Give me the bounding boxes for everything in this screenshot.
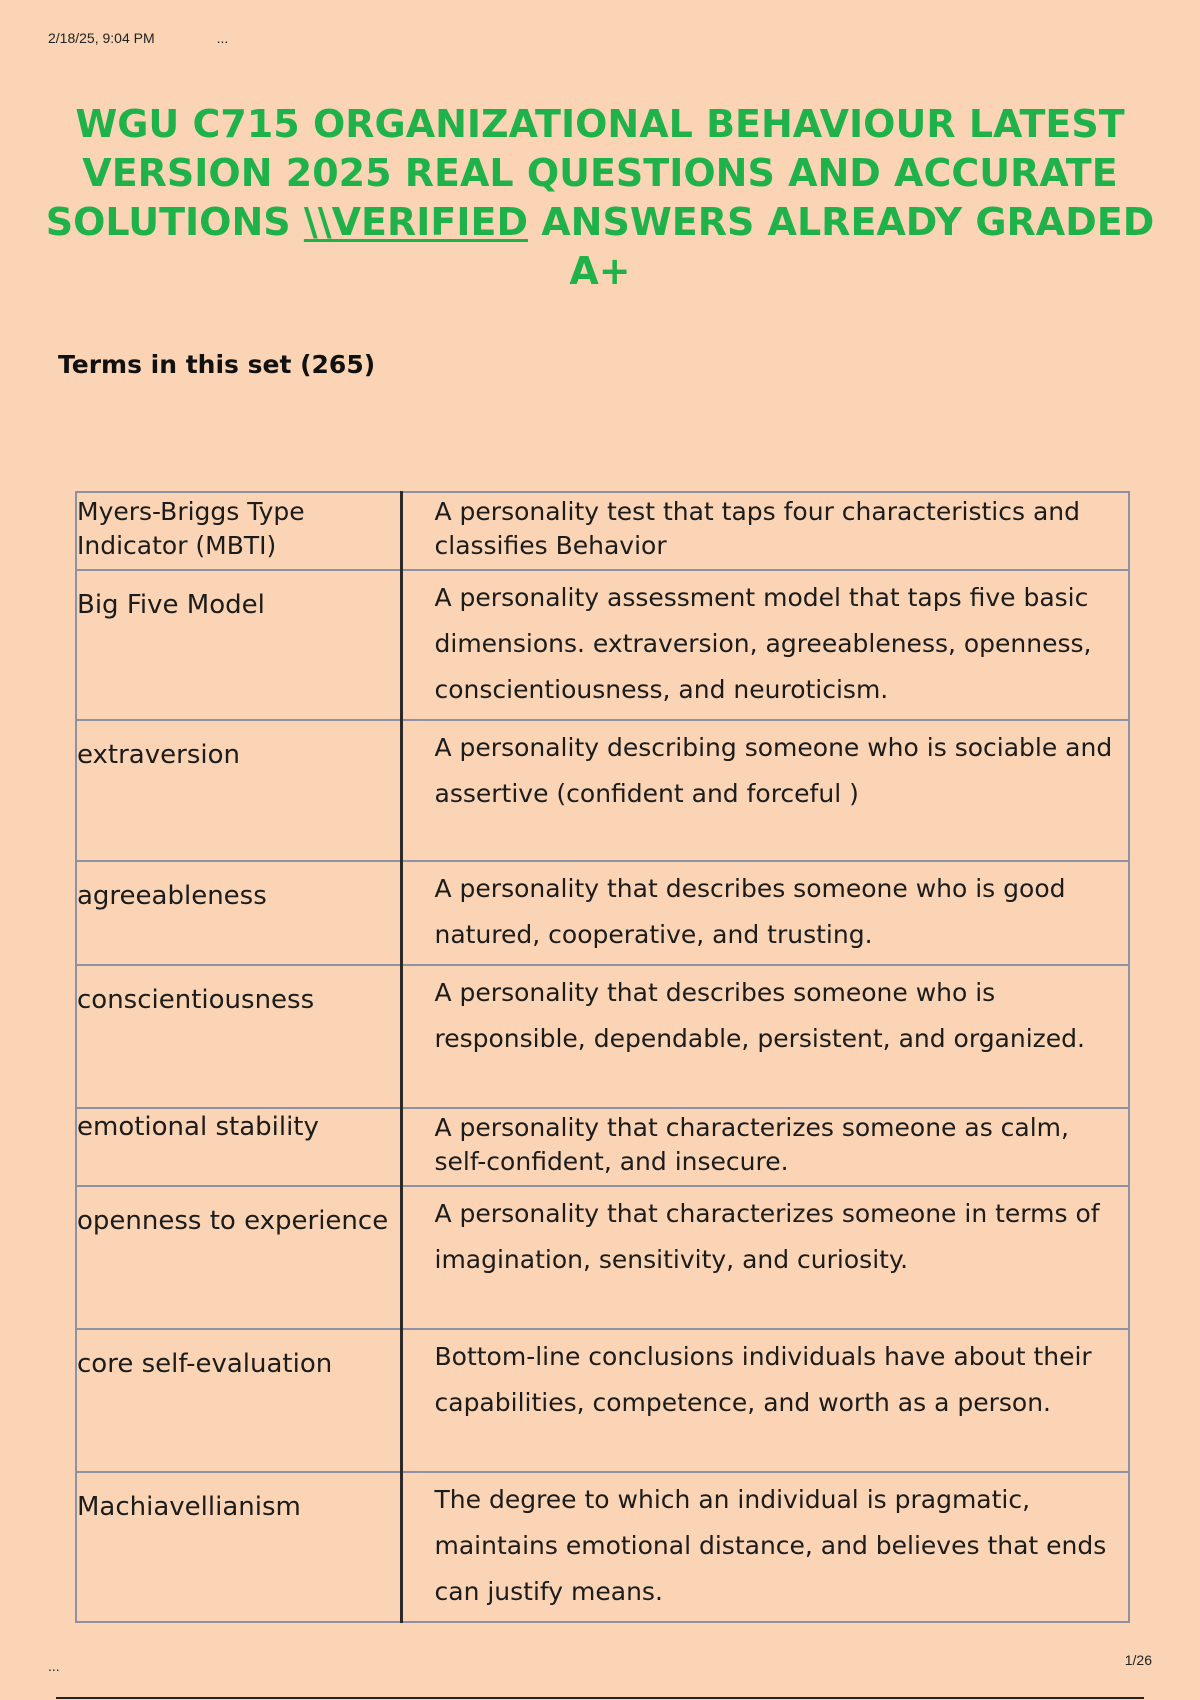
title-underlined: \\VERIFIED (303, 200, 529, 244)
terms-table (75, 491, 1130, 1623)
definition-cell: A personality that describes someone who is good natured, cooperative, and trusting. (401, 861, 1129, 965)
definition-cell: A personality assessment model that taps five basic dimensions. extraversion, agreeableness, openness, conscientiousness, and neuroticism. (401, 570, 1129, 720)
table-row (76, 492, 1129, 570)
definition-cell: A personality test that taps four characteristics and classifies Behavior (401, 492, 1129, 570)
table-row (76, 1186, 1129, 1329)
page-header (48, 30, 228, 46)
term-cell: agreeableness (76, 861, 401, 965)
page-number: 1/26 (1124, 1652, 1152, 1668)
term-cell: Myers-Briggs Type Indicator (MBTI) (76, 492, 401, 570)
term-cell: Big Five Model (76, 570, 401, 720)
footer-ellipsis: ... (48, 1658, 60, 1674)
term-cell: conscientiousness (76, 965, 401, 1108)
definition-cell: A personality that characterizes someone in terms of imagination, sensitivity, and curiosity. (401, 1186, 1129, 1329)
table-row (76, 1108, 1129, 1186)
title-part-1: WGU C715 ORGANIZATIONAL BEHAVIOUR LATEST VERSION 2025 REAL QUESTIONS AND ACCURATE SOLUTIONS (45, 102, 1125, 244)
table-row (76, 965, 1129, 1108)
term-cell: emotional stability (76, 1108, 401, 1186)
table-row (76, 720, 1129, 861)
definition-cell: A personality that characterizes someone as calm, self-confident, and insecure. (401, 1108, 1129, 1186)
footer-divider (56, 1697, 1144, 1699)
terms-count-heading: Terms in this set (265) (58, 350, 376, 379)
table-row (76, 570, 1129, 720)
table-row (76, 1472, 1129, 1622)
term-cell: extraversion (76, 720, 401, 861)
definition-cell: Bottom-line conclusions individuals have about their capabilities, competence, and worth as a person. (401, 1329, 1129, 1472)
definition-cell: The degree to which an individual is pragmatic, maintains emotional distance, and believes that ends can justify means. (401, 1472, 1129, 1622)
term-cell: Machiavellianism (76, 1472, 401, 1622)
definition-cell: A personality that describes someone who is responsible, dependable, persistent, and organized. (401, 965, 1129, 1108)
term-cell: core self-evaluation (76, 1329, 401, 1472)
title-part-2: ANSWERS ALREADY GRADED A+ (528, 200, 1155, 293)
document-title (40, 100, 1160, 296)
term-cell: openness to experience (76, 1186, 401, 1329)
header-ellipsis: ... (216, 30, 229, 46)
table-row (76, 861, 1129, 965)
definition-cell: A personality describing someone who is sociable and assertive (confident and forceful ) (401, 720, 1129, 861)
print-timestamp: 2/18/25, 9:04 PM (48, 30, 155, 46)
table-row (76, 1329, 1129, 1472)
